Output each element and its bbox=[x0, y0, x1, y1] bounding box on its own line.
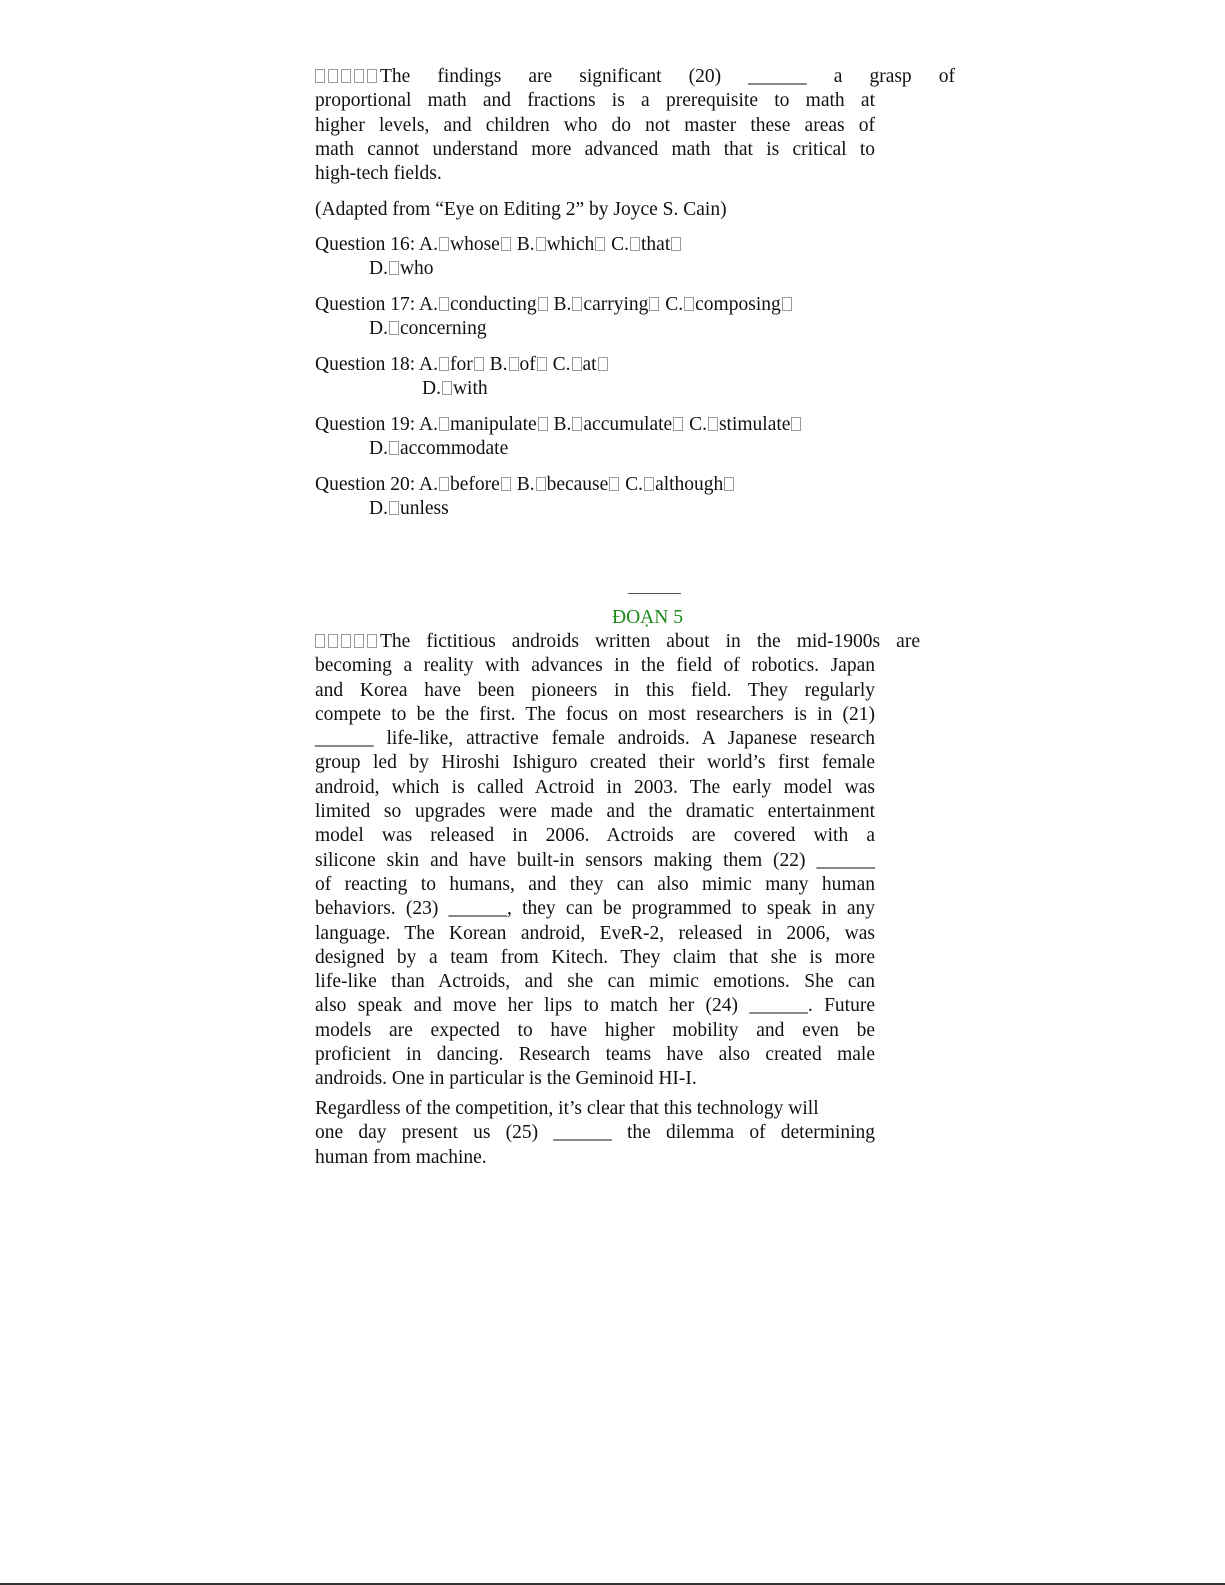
paragraph-line: human from machine. bbox=[315, 1146, 487, 1168]
paragraph-line: The findings are significant (20) ______ a grasp of bbox=[315, 65, 955, 89]
option-c[interactable]: C. at bbox=[553, 354, 609, 375]
paragraph-line: and Korea have been pioneers in this field. They regularly bbox=[315, 679, 875, 701]
option-c[interactable]: C. stimulate bbox=[689, 414, 802, 435]
indent-placeholder-glyphs bbox=[315, 630, 380, 654]
question-19: Question 19: A. manipulate B. accumulate C. stimulate D. accommodate bbox=[315, 413, 875, 461]
question-20: Question 20: A. before B. because C. although D. unless bbox=[315, 473, 875, 521]
option-c[interactable]: C. although bbox=[625, 474, 735, 495]
paragraph-line: compete to be the first. The focus on most researchers is in (21) bbox=[315, 703, 875, 725]
option-d[interactable]: D. unless bbox=[369, 498, 449, 519]
option-d[interactable]: D. with bbox=[422, 378, 488, 399]
section-title: ĐOẠN 5 bbox=[612, 607, 683, 628]
option-d[interactable]: D. accommodate bbox=[369, 438, 509, 459]
question-18: Question 18: A. for B. of C. at D. with bbox=[315, 353, 875, 401]
option-a[interactable]: A. conducting bbox=[419, 294, 549, 315]
paragraph-line: math cannot understand more advanced math that is critical to bbox=[315, 138, 875, 160]
paragraph-line: model was released in 2006. Actroids are covered with a bbox=[315, 825, 875, 847]
paragraph-line: Regardless of the competition, it’s clear that this technology will bbox=[315, 1098, 819, 1119]
option-d[interactable]: D. who bbox=[369, 258, 434, 279]
paragraph-line: silicone skin and have built-in sensors making them (22) ______ bbox=[315, 849, 875, 871]
section-divider bbox=[628, 593, 681, 594]
paragraph-line: higher levels, and children who do not master these areas of bbox=[315, 114, 875, 136]
paragraph-line: group led by Hiroshi Ishiguro created their world’s first female bbox=[315, 752, 875, 774]
option-a[interactable]: A. for bbox=[419, 354, 485, 375]
option-b[interactable]: B. carrying bbox=[554, 294, 661, 315]
paragraph-line: The fictitious androids written about in the mid-1900s are bbox=[315, 630, 920, 654]
passage-5-conclusion bbox=[315, 1097, 875, 1170]
paragraph-line: life-like than Actroids, and she can mimic emotions. She can bbox=[315, 971, 875, 993]
option-b[interactable]: B. of bbox=[490, 354, 548, 375]
passage-5 bbox=[315, 630, 920, 1092]
paragraph-line: becoming a reality with advances in the field of robotics. Japan bbox=[315, 655, 875, 677]
paragraph-line: behaviors. (23) ______, they can be programmed to speak in any bbox=[315, 898, 875, 920]
passage-5-paragraph-1 bbox=[315, 630, 920, 1092]
passage-4-paragraph bbox=[315, 65, 955, 186]
paragraph-line: androids. One in particular is the Geminoid HI-I. bbox=[315, 1068, 697, 1090]
paragraph-line: proportional math and fractions is a prerequisite to math at bbox=[315, 90, 875, 112]
paragraph-line: ______ life-like, attractive female androids. A Japanese research bbox=[315, 728, 875, 750]
passage-4-ending bbox=[315, 65, 955, 186]
indent-placeholder-glyphs bbox=[315, 65, 380, 89]
option-c[interactable]: C. composing bbox=[665, 294, 792, 315]
source-citation: (Adapted from “Eye on Editing 2” by Joyce S. Cain) bbox=[315, 199, 727, 220]
option-a[interactable]: A. whose bbox=[419, 234, 512, 255]
passage-5-paragraph-2 bbox=[315, 1097, 875, 1170]
option-d[interactable]: D. concerning bbox=[369, 318, 487, 339]
option-a[interactable]: A. before bbox=[419, 474, 512, 495]
paragraph-line: models are expected to have higher mobility and even be bbox=[315, 1019, 875, 1041]
paragraph-line: one day present us (25) ______ the dilemma of determining bbox=[315, 1122, 875, 1144]
option-b[interactable]: B. because bbox=[517, 474, 621, 495]
paragraph-line: proficient in dancing. Research teams have also created male bbox=[315, 1044, 875, 1066]
paragraph-line: of reacting to humans, and they can also mimic many human bbox=[315, 873, 875, 895]
paragraph-line: limited so upgrades were made and the dramatic entertainment bbox=[315, 801, 875, 823]
option-a[interactable]: A. manipulate bbox=[419, 414, 549, 435]
paragraph-line: designed by a team from Kitech. They claim that she is more bbox=[315, 946, 875, 968]
paragraph-line: language. The Korean android, EveR-2, released in 2006, was bbox=[315, 922, 875, 944]
question-17: Question 17: A. conducting B. carrying C. composing D. concerning bbox=[315, 293, 875, 341]
option-b[interactable]: B. which bbox=[517, 234, 607, 255]
option-c[interactable]: C. that bbox=[611, 234, 682, 255]
paragraph-line: high-tech fields. bbox=[315, 163, 442, 185]
paragraph-line: also speak and move her lips to match her (24) ______. Future bbox=[315, 995, 875, 1017]
option-b[interactable]: B. accumulate bbox=[554, 414, 685, 435]
paragraph-line: android, which is called Actroid in 2003. The early model was bbox=[315, 776, 875, 798]
question-16: Question 16: A. whose B. which C. that D. who bbox=[315, 233, 875, 281]
